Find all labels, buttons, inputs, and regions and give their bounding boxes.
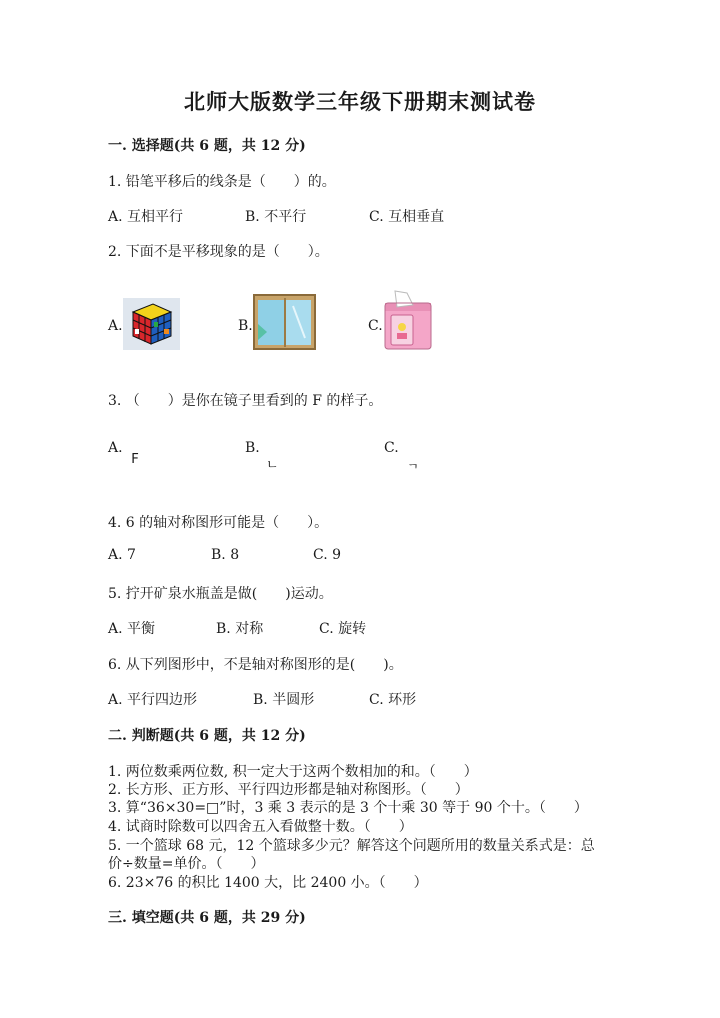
judge-line-3: 3. 算“36×30=□”时，3 乘 3 表示的是 3 个十乘 30 等于 90 个十。（ ） [108,800,588,816]
q1-option-c: C. 互相垂直 [369,209,445,225]
question-4: 4. 6 的轴对称图形可能是（ ）。 [108,515,329,531]
question-2: 2. 下面不是平移现象的是（ ）。 [108,244,329,260]
q3-glyph-b: ㄴ [266,458,279,473]
question-5: 5. 拧开矿泉水瓶盖是做( )运动。 [108,586,333,602]
q2-option-c: C. [368,318,383,334]
tissue-box-icon [383,289,434,351]
rubiks-cube-icon [123,298,180,350]
question-1: 1. 铅笔平移后的线条是（ ）的。 [108,174,336,190]
q3-glyph-c: ᆨ [407,456,420,471]
judge-line-6: 6. 23×76 的积比 1400 大，比 2400 小。（ ） [108,875,428,891]
q4-option-c: C. 9 [313,547,342,563]
judge-line-5a: 5. 一个篮球 68 元，12 个篮球多少元？解答这个问题所用的数量关系式是：总 [108,838,595,854]
q3-option-c: C. [384,440,399,456]
q6-option-a: A. 平行四边形 [108,692,198,708]
q4-option-b: B. 8 [211,547,240,563]
question-6: 6. 从下列图形中，不是轴对称图形的是( )。 [108,657,403,673]
q6-option-c: C. 环形 [369,692,417,708]
judge-line-5b: 价÷数量=单价。（ ） [108,856,265,872]
q3-option-b: B. [245,440,260,456]
q1-option-b: B. 不平行 [245,209,307,225]
q5-option-c: C. 旋转 [319,621,367,637]
q2-option-a: A. [108,318,123,334]
q5-option-b: B. 对称 [216,621,264,637]
q3-glyph-a: F [131,452,139,467]
window-icon [253,294,316,350]
section-heading-judgement: 二. 判断题(共 6 题，共 12 分) [108,728,306,744]
q4-option-a: A. 7 [108,547,136,563]
page-title: 北师大版数学三年级下册期末测试卷 [184,89,536,114]
judge-line-2: 2. 长方形、正方形、平行四边形都是轴对称图形。（ ） [108,782,469,798]
q1-option-a: A. 互相平行 [108,209,184,225]
section-heading-choice: 一. 选择题(共 6 题，共 12 分) [108,138,306,154]
section-heading-fill-blank: 三. 填空题(共 6 题，共 29 分) [108,910,306,926]
judge-line-1: 1. 两位数乘两位数, 积一定大于这两个数相加的和。（ ） [108,764,478,780]
q5-option-a: A. 平衡 [108,621,156,637]
q6-option-b: B. 半圆形 [253,692,315,708]
q2-option-b: B. [238,318,253,334]
judge-line-4: 4. 试商时除数可以四舍五入看做整十数。（ ） [108,819,413,835]
q3-option-a: A. [108,440,123,456]
question-3: 3. （ ）是你在镜子里看到的 F 的样子。 [108,393,383,409]
